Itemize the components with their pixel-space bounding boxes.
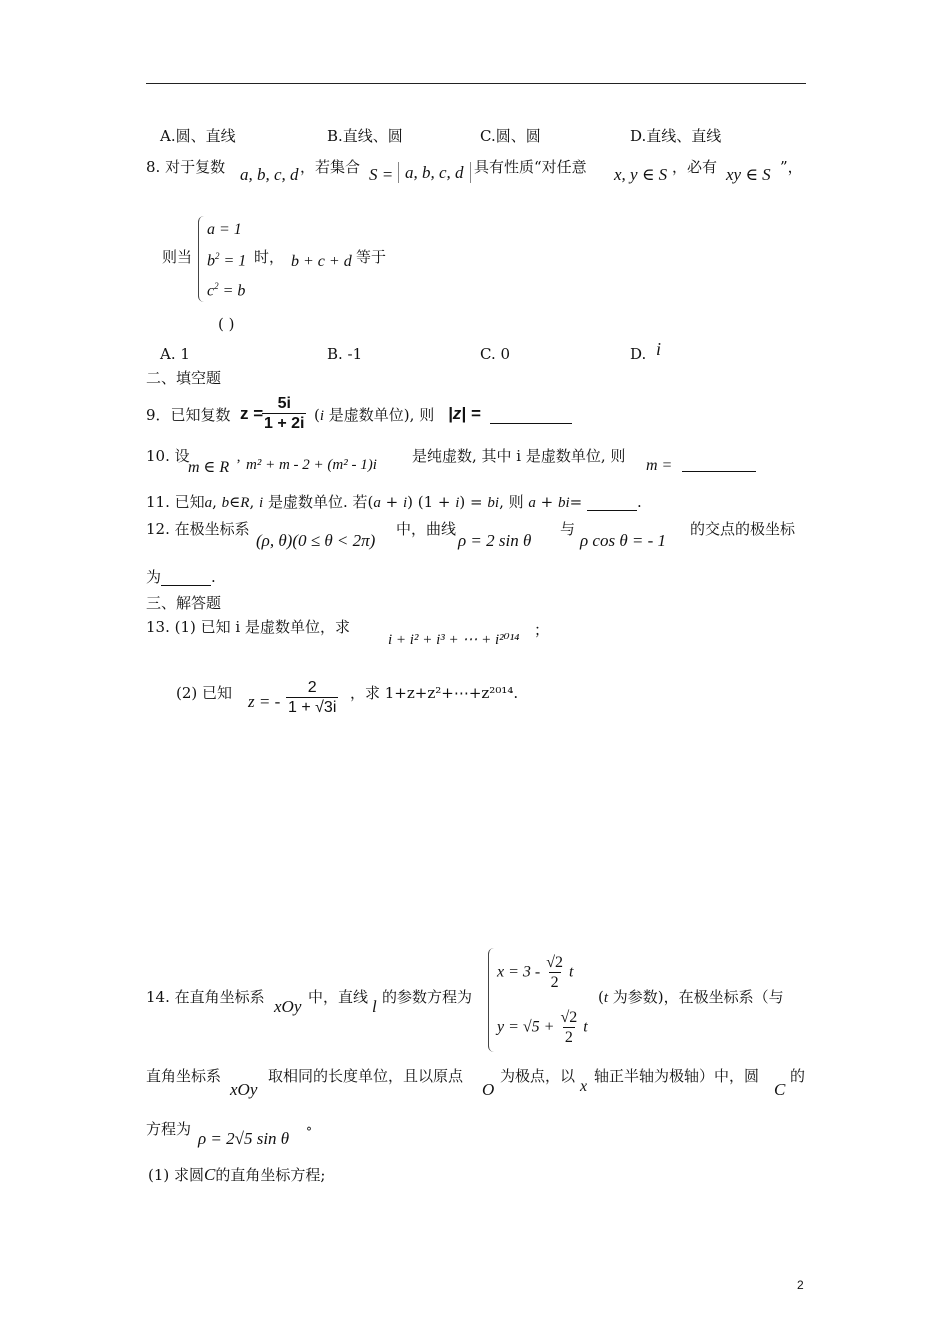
q14-mid2: 的参数方程为 <box>382 988 473 1006</box>
q14-line2-x: x <box>580 1078 588 1095</box>
q13-expr1: i + i² + i³ + ⋯ + i²⁰¹⁴ <box>388 632 520 648</box>
q13-part2: (2) 已知 <box>176 684 233 702</box>
q8-option-d-value: i <box>656 339 662 359</box>
q14-line2-d: 轴正半轴为极轴）中，圆 <box>594 1067 760 1085</box>
q8-cond: x, y ∈ S <box>614 165 668 184</box>
q8-option-c: C. 0 <box>480 345 511 363</box>
header-rule <box>146 83 806 84</box>
q8-set-name: S = <box>369 165 394 184</box>
q12-suffix: 的交点的极坐标 <box>690 520 796 538</box>
q10-comma: ’ <box>236 457 241 473</box>
section-2-heading: 二、填空题 <box>146 369 222 387</box>
q9-z: z = <box>240 404 264 423</box>
q9-note: (i 是虚数单位), 则 <box>314 406 435 424</box>
q12-and: 与 <box>560 520 576 538</box>
q14-prefix: 14. 在直角坐标系 <box>146 988 265 1006</box>
q8-prefix: 8. 对于复数 <box>146 158 226 176</box>
q9-prefix: 9．已知复数 <box>146 406 231 424</box>
q14-line2-O: O <box>482 1080 495 1099</box>
q14-sub1: (1) 求圆C的直角坐标方程; <box>148 1165 326 1184</box>
q10-set: m ∈ R <box>188 459 230 476</box>
q10-suffix: 是纯虚数, 其中 i 是虚数单位, 则 <box>412 447 626 465</box>
q8-sum: b + c + d <box>291 253 352 270</box>
q8-mid3: ，必有 <box>672 158 718 176</box>
q8-option-d: D. <box>630 345 647 363</box>
q7-option-a: A.圆、直线 <box>160 127 236 145</box>
q8-end: ”， <box>780 158 803 176</box>
q13-z: z = - <box>248 692 281 711</box>
q14-line2-c: 为极点，以 <box>500 1067 576 1085</box>
q14-xoy: xOy <box>274 997 302 1016</box>
q9-abs: |z| = <box>448 404 481 423</box>
q12-line2: 为 . <box>146 568 216 586</box>
q14-line2-b: 取相同的长度单位，且以原点 <box>268 1067 464 1085</box>
q10-answer-blank <box>682 456 756 472</box>
q8-sys3: $c^2 = b$ <box>207 281 246 300</box>
q11-text: 11. 已知a, b∈R, i 是虚数单位. 若(a + i) (1 + i) = bi, 则 a + bi= . <box>146 493 642 511</box>
q14-line3-eq: ρ = 2√5 sin θ <box>198 1129 290 1148</box>
section-3-heading: 三、解答题 <box>146 594 222 612</box>
q8-shi: 时， <box>254 248 285 266</box>
q14-line2-a: 直角坐标系 <box>146 1067 222 1085</box>
q13-semicolon: ； <box>534 621 550 639</box>
q14-eq2: y = √5 + $\frac{√2}{2}$ t <box>497 1009 588 1047</box>
q14-line3-a: 方程为 <box>146 1120 192 1138</box>
q7-option-d: D.直线、直线 <box>630 127 722 145</box>
q12-coord: (ρ, θ)(0 ≤ θ < 2π) <box>256 531 376 550</box>
page-number: 2 <box>797 1278 804 1292</box>
q8-cond2: xy ∈ S <box>726 165 771 184</box>
q12-prefix: 12. 在极坐标系 <box>146 520 250 538</box>
q9-fraction: $\frac{5i}{1 + 2i}$ <box>264 395 305 433</box>
q8-mid2: 具有性质“对任意 <box>474 158 587 176</box>
q8-option-a: A. 1 <box>160 345 190 363</box>
q8-sys2: $b^2 = 1$ <box>207 251 247 270</box>
q8-set-body: a, b, c, d <box>398 162 471 183</box>
q8-paren: ( ) <box>218 315 235 333</box>
q10-expr: m² + m - 2 + (m² - 1)i <box>246 457 377 473</box>
q14-system-brace <box>488 948 495 1052</box>
q13-fraction: $\frac{2}{1 + √3i}$ <box>288 679 337 717</box>
q14-eq1: x = 3 - $\frac{√2}{2}$ t <box>497 954 574 992</box>
q8-sys1: a = 1 <box>207 221 242 238</box>
q10-prefix: 10. 设 <box>146 447 190 465</box>
q10-answer-label: m = <box>646 457 673 474</box>
q14-line2-C: C <box>774 1080 786 1099</box>
q8-when: 则当 <box>162 248 193 266</box>
q14-mid1: 中，直线 <box>308 988 369 1006</box>
q12-mid: 中，曲线 <box>396 520 457 538</box>
q7-option-c: C.圆、圆 <box>480 127 541 145</box>
q12-curve1: ρ = 2 sin θ <box>458 531 532 550</box>
q13-part1: 13. (1) 已知 i 是虚数单位，求 <box>146 618 350 636</box>
q8-vars: a, b, c, d <box>240 165 299 184</box>
q14-param-note: (t 为参数)，在极坐标系（与 <box>598 988 784 1006</box>
q8-option-b: B. -1 <box>327 345 363 363</box>
q9-answer-blank <box>490 408 572 424</box>
q12-curve2: ρ cos θ = - 1 <box>580 531 667 550</box>
q13-ask: ，求 1+z+z²+⋯+z²⁰¹⁴. <box>350 684 519 702</box>
q8-equals: 等于 <box>356 248 387 266</box>
q14-line2-xoy: xOy <box>230 1080 258 1099</box>
q14-line3-end: ° <box>306 1125 312 1139</box>
q7-option-b: B.直线、圆 <box>327 127 403 145</box>
q8-mid1: ，若集合 <box>300 158 361 176</box>
q14-line2-e: 的 <box>790 1067 806 1085</box>
q14-l: l <box>372 997 377 1016</box>
q8-system-brace <box>198 216 205 302</box>
